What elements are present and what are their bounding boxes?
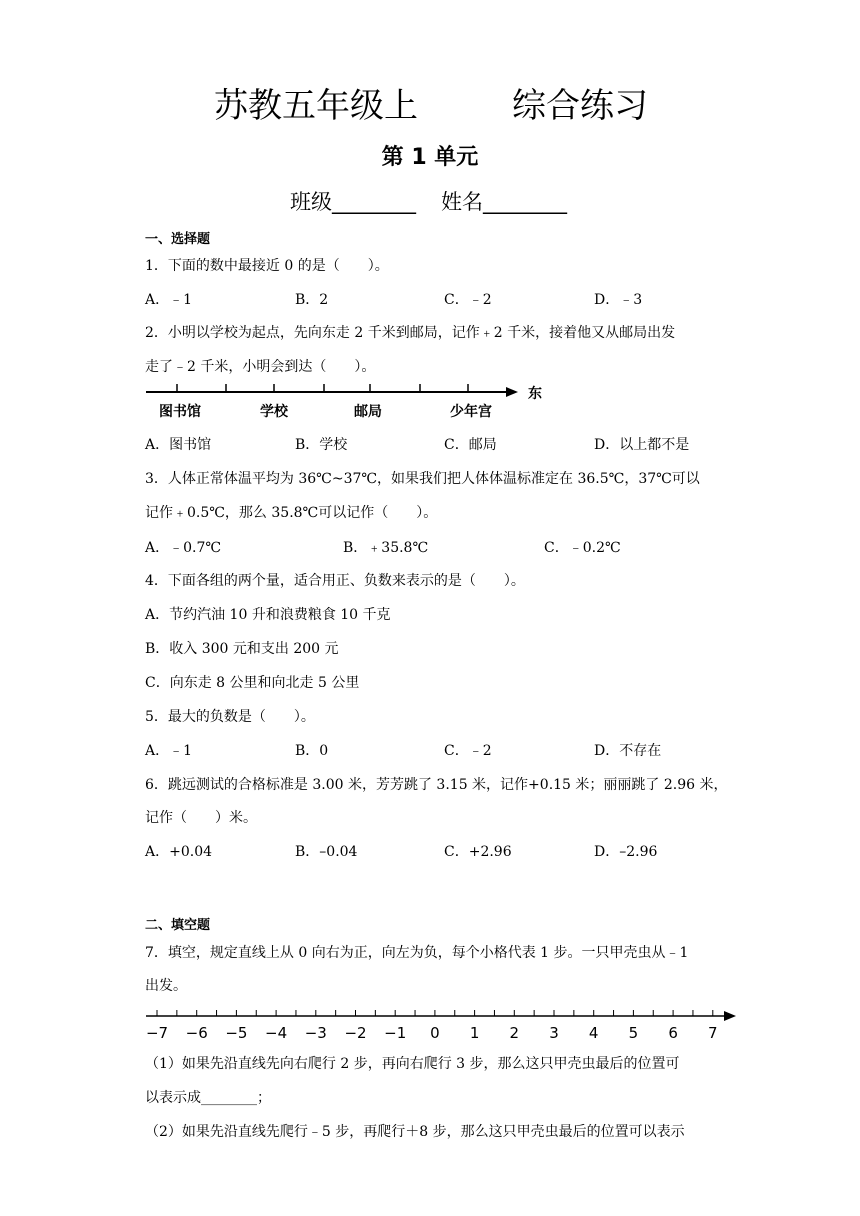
q3-option-b: B．﹢35.8℃ <box>343 540 429 556</box>
number-line-label: −2 <box>344 1024 367 1042</box>
map-label-school: 学校 <box>260 404 288 420</box>
number-line-label: −7 <box>145 1024 169 1042</box>
number-line-label: −5 <box>225 1024 248 1042</box>
map-label-post-office: 邮局 <box>354 404 382 420</box>
q7-sub1-line2: 以表示成________； <box>145 1090 271 1106</box>
q6-option-c: C．+2.96 <box>444 844 512 860</box>
q4-stem: 4．下面各组的两个量，适合用正、负数来表示的是（ ）。 <box>145 573 525 589</box>
number-line-label: 2 <box>509 1024 520 1042</box>
q5-option-b: B．0 <box>295 743 329 759</box>
q7-stem-line1: 7．填空，规定直线上从 0 向右为正，向左为负，每个小格代表 1 步。一只甲壳虫从﹣1 <box>145 945 689 961</box>
name-field-label: 姓名________ <box>441 190 567 214</box>
q4-option-b: B．收入 300 元和支出 200 元 <box>145 641 339 657</box>
number-line-label: 1 <box>469 1024 480 1042</box>
number-line-label: 3 <box>549 1024 559 1042</box>
q2-map-figure <box>140 378 560 426</box>
q5-option-d: D．不存在 <box>594 743 662 759</box>
q1-option-b: B．2 <box>295 292 329 308</box>
q3-stem-line1: 3．人体正常体温平均为 36℃~37℃，如果我们把人体体温标准定在 36.5℃，37℃可以 <box>145 471 700 487</box>
q1-option-a: A．﹣1 <box>145 292 193 308</box>
q2-stem-line1: 2．小明以学校为起点，先向东走 2 千米到邮局，记作﹢2 千米，接着他又从邮局出发 <box>145 325 676 341</box>
q1-option-c: C．﹣2 <box>444 292 492 308</box>
q7-number-line <box>140 1004 740 1048</box>
q7-stem-line2: 出发。 <box>145 978 187 994</box>
number-line-label: 5 <box>628 1024 639 1042</box>
q7-sub2-line1: （2）如果先沿直线先爬行﹣5 步，再爬行＋8 步，那么这只甲壳虫最后的位置可以表示 <box>145 1124 685 1140</box>
number-line-label: −4 <box>265 1024 288 1042</box>
number-line-label: 6 <box>668 1024 678 1042</box>
q3-option-c: C．﹣0.2℃ <box>544 540 621 556</box>
map-label-library: 图书馆 <box>159 404 201 420</box>
number-line-ticks <box>157 1010 713 1016</box>
q2-option-b: B．学校 <box>295 437 348 453</box>
number-line-label: 0 <box>430 1024 440 1042</box>
q6-option-d: D．–2.96 <box>594 844 658 860</box>
q5-option-c: C．﹣2 <box>444 743 492 759</box>
map-label-youth-palace: 少年宫 <box>450 404 492 420</box>
number-line-arrow <box>724 1011 736 1021</box>
unit-title: 第 1 单元 <box>381 145 479 170</box>
number-line-label: −1 <box>384 1024 407 1042</box>
q5-stem: 5．最大的负数是（ ）。 <box>145 709 315 725</box>
number-line-label: −6 <box>185 1024 208 1042</box>
q7-sub1-line1: （1）如果先沿直线先向右爬行 2 步，再向右爬行 3 步，那么这只甲壳虫最后的位置可 <box>145 1056 680 1072</box>
map-direction-east: 东 <box>528 386 542 402</box>
class-field-label: 班级________ <box>290 190 416 214</box>
q6-stem-line2: 记作（ ）米。 <box>145 810 257 826</box>
number-line-labels <box>146 1024 718 1042</box>
q6-stem-line1: 6．跳远测试的合格标准是 3.00 米，芳芳跳了 3.15 米，记作+0.15 米；丽丽跳了 2.96 米， <box>145 777 728 793</box>
q2-option-d: D．以上都不是 <box>594 437 690 453</box>
q3-option-a: A．﹣0.7℃ <box>145 540 222 556</box>
q3-stem-line2: 记作﹢0.5℃，那么 35.8℃可以记作（ ）。 <box>145 505 438 521</box>
q4-option-c: C．向东走 8 公里和向北走 5 公里 <box>145 675 360 691</box>
number-line-label: 7 <box>708 1024 718 1042</box>
q5-option-a: A．﹣1 <box>145 743 193 759</box>
title-grade: 苏教五年级上 <box>214 86 418 126</box>
q2-stem-line2: 走了﹣2 千米，小明会到达（ ）。 <box>145 359 376 375</box>
q2-option-c: C．邮局 <box>444 437 497 453</box>
section-choice-heading: 一、选择题 <box>145 232 211 247</box>
q2-option-a: A．图书馆 <box>145 437 212 453</box>
q6-option-a: A．+0.04 <box>145 844 213 860</box>
number-line-label: 4 <box>588 1024 599 1042</box>
q1-option-d: D．﹣3 <box>594 292 643 308</box>
title-practice: 综合练习 <box>512 86 648 126</box>
q4-option-a: A．节约汽油 10 升和浪费粮食 10 千克 <box>145 607 391 623</box>
number-line-label: −3 <box>304 1024 327 1042</box>
q6-option-b: B．–0.04 <box>295 844 358 860</box>
q1-stem: 1．下面的数中最接近 0 的是（ ）。 <box>145 258 389 274</box>
section-fill-heading: 二、填空题 <box>145 918 211 933</box>
map-arrow-head <box>506 387 518 397</box>
